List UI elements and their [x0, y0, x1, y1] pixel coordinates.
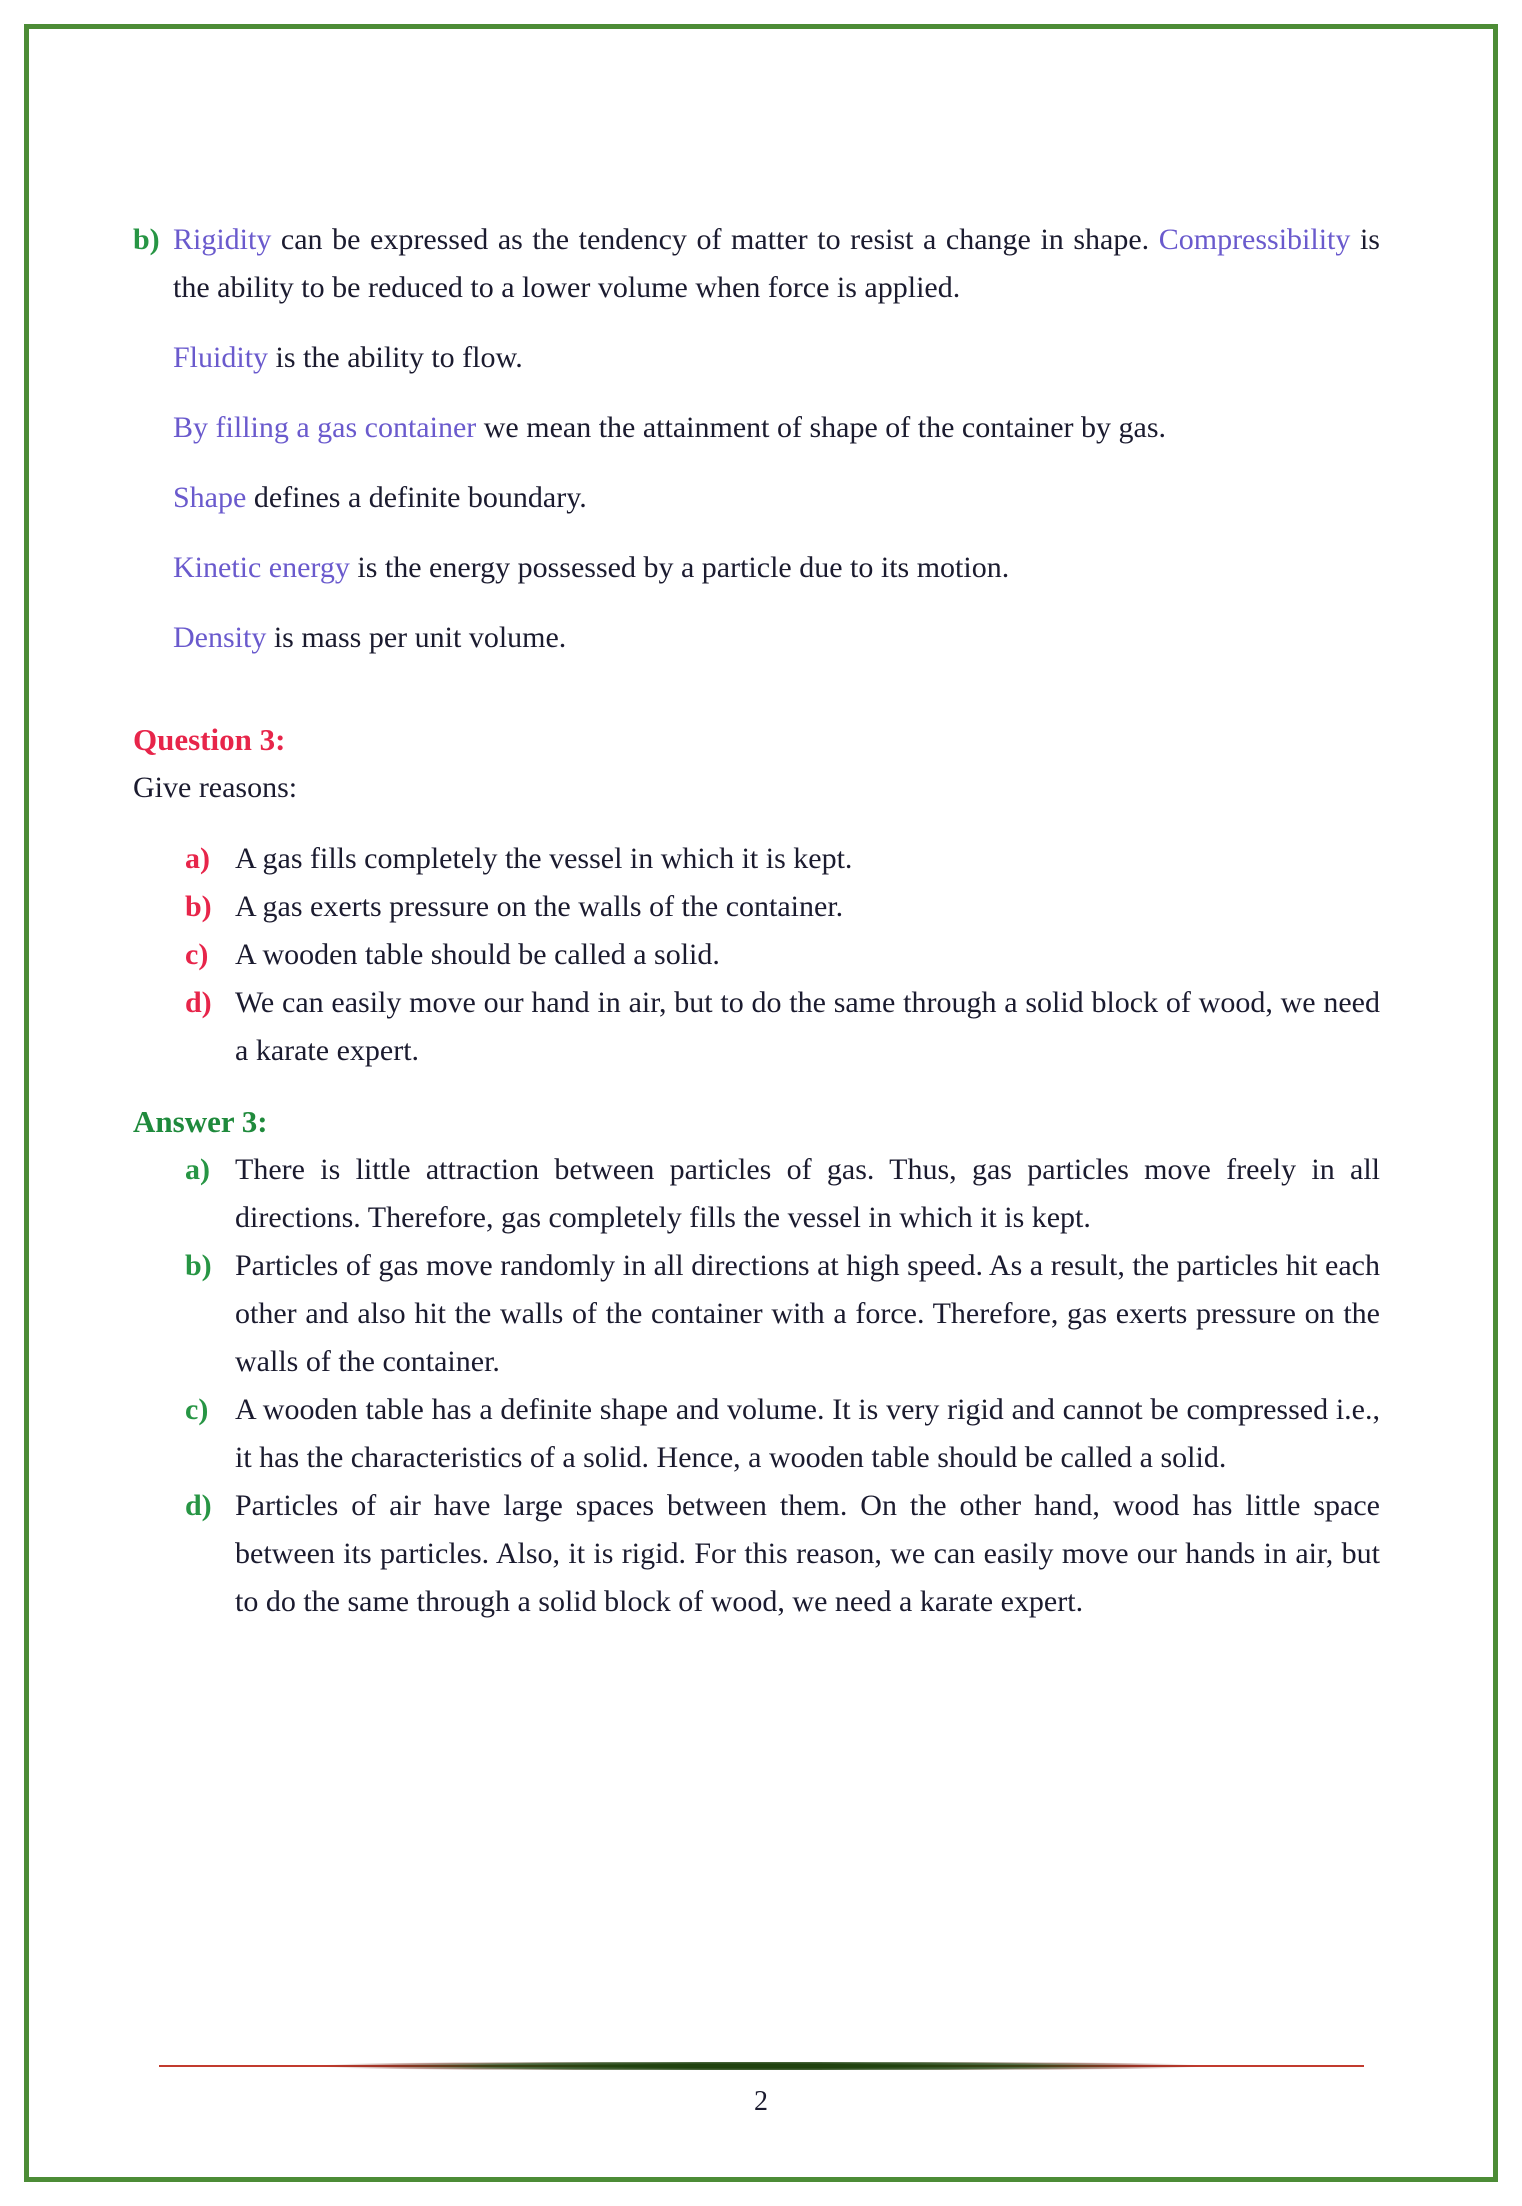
item-label: c)	[185, 938, 209, 971]
answer-item-b	[133, 1242, 1380, 1386]
item-label: c)	[185, 1393, 209, 1426]
paragraph-text: defines a definite boundary.	[246, 481, 587, 514]
term-kinetic-energy: Kinetic energy	[173, 551, 350, 584]
answer-3-list	[133, 1146, 1380, 1626]
question-item-c	[133, 931, 1380, 979]
definition-paragraph-shape	[173, 474, 1380, 522]
definition-paragraph-density	[173, 614, 1380, 662]
term-fluidity: Fluidity	[173, 341, 269, 374]
question-3-list	[133, 835, 1380, 1075]
term-shape: Shape	[173, 481, 247, 514]
item-text: Particles of air have large spaces between them. On the other hand, wood has little space between its particles. Also, it is rigid. For this reason, we can easily move our hands in air, but to do the same through a solid block of wood, we need a karate expert.	[235, 1489, 1380, 1618]
term-compressibility: Compressibility	[1158, 223, 1351, 256]
paragraph-text: is the ability to flow.	[268, 341, 523, 374]
decorative-divider	[159, 2062, 1364, 2070]
answer-3-heading: Answer 3:	[133, 1104, 268, 1139]
definition-paragraph-kinetic-energy	[173, 544, 1380, 592]
item-label: b)	[185, 890, 212, 923]
item-label: d)	[185, 986, 212, 1019]
item-text: A gas exerts pressure on the walls of the container.	[235, 890, 844, 923]
item-label: d)	[185, 1489, 212, 1522]
paragraph-text: is the ability to be reduced to a lower volume when force is applied.	[173, 223, 1380, 304]
paragraph-text: can be expressed as the tendency of matter to resist a change in shape.	[271, 223, 1159, 256]
item-text: There is little attraction between particles of gas. Thus, gas particles move freely in all directions. Therefore, gas completely fills the vessel in which it is kept.	[235, 1153, 1380, 1234]
item-text: We can easily move our hand in air, but to do the same through a solid block of wood, we need a karate expert.	[235, 986, 1380, 1067]
question-item-b	[133, 883, 1380, 931]
definition-paragraph-fluidity	[173, 334, 1380, 382]
definition-paragraph-gas-container	[173, 404, 1380, 452]
question-item-a	[133, 835, 1380, 883]
paragraph-text: we mean the attainment of shape of the container by gas.	[476, 411, 1167, 444]
definition-paragraph-b	[133, 216, 1380, 312]
item-label-b: b)	[133, 223, 160, 256]
answer-item-c	[133, 1386, 1380, 1482]
question-item-d	[133, 979, 1380, 1075]
page-footer	[0, 2062, 1522, 2118]
item-text: Particles of gas move randomly in all directions at high speed. As a result, the particles hit each other and also hit the walls of the container with a force. Therefore, gas exerts pressure on the walls of the container.	[235, 1249, 1380, 1378]
item-label: a)	[185, 1153, 210, 1186]
page-number: 2	[754, 2086, 768, 2117]
answer-item-a	[133, 1146, 1380, 1242]
item-label: a)	[185, 842, 210, 875]
question-3-subheading: Give reasons:	[133, 771, 298, 804]
answer-item-d	[133, 1482, 1380, 1626]
item-text: A wooden table has a definite shape and volume. It is very rigid and cannot be compressed i.e., it has the characteristics of a solid. Hence, a wooden table should be called a solid.	[235, 1393, 1380, 1474]
term-filling-gas-container: By filling a gas container	[173, 411, 477, 444]
item-text: A wooden table should be called a solid.	[235, 938, 720, 971]
question-3-heading: Question 3:	[133, 722, 286, 757]
paragraph-text: is the energy possessed by a particle due to its motion.	[349, 551, 1010, 584]
item-text: A gas fills completely the vessel in which it is kept.	[235, 842, 853, 875]
term-rigidity: Rigidity	[173, 223, 272, 256]
paragraph-text: is mass per unit volume.	[266, 621, 567, 654]
term-density: Density	[173, 621, 267, 654]
item-label: b)	[185, 1249, 212, 1282]
